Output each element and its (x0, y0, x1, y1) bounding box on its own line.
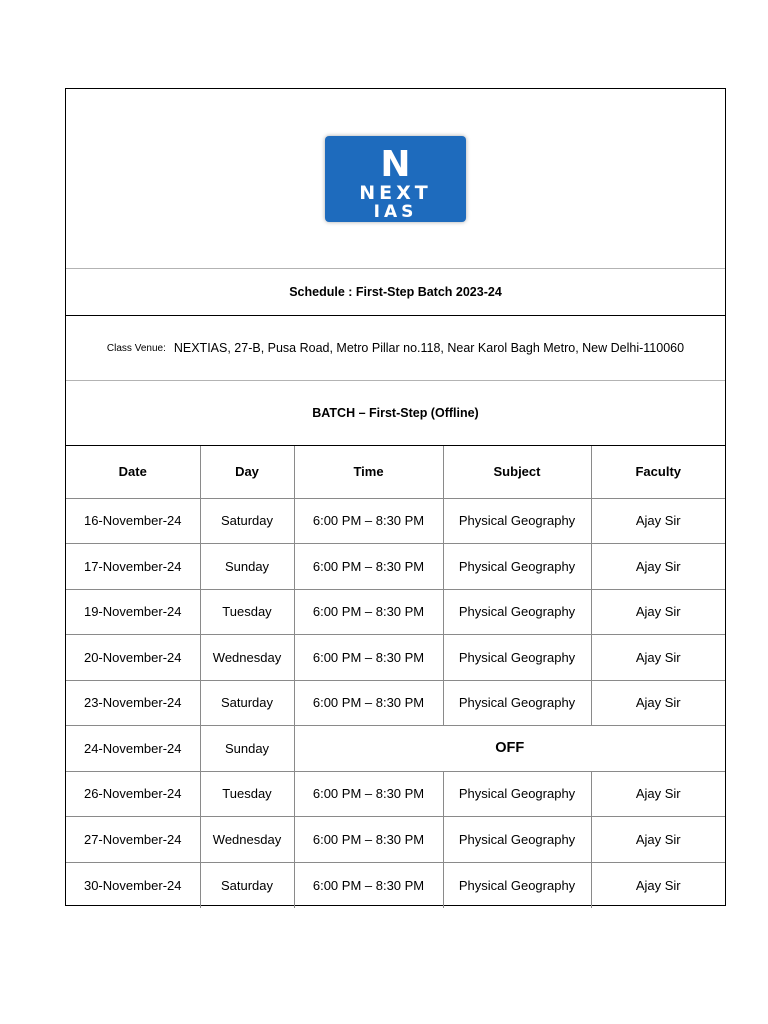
cell-day: Saturday (200, 862, 294, 908)
cell-subject: Physical Geography (443, 635, 591, 681)
cell-day: Wednesday (200, 635, 294, 681)
logo-section (66, 89, 725, 269)
cell-subject: Physical Geography (443, 589, 591, 635)
cell-subject: Physical Geography (443, 771, 591, 817)
batch-heading: BATCH – First-Step (Offline) (66, 381, 725, 446)
nextias-logo-mark (325, 136, 466, 222)
cell-faculty: Ajay Sir (591, 771, 725, 817)
cell-day: Saturday (200, 680, 294, 726)
table-row (66, 544, 725, 590)
table-row (66, 635, 725, 681)
cell-faculty: Ajay Sir (591, 862, 725, 908)
cell-subject: Physical Geography (443, 498, 591, 544)
cell-day: Sunday (200, 544, 294, 590)
schedule-table (66, 446, 725, 908)
cell-day: Tuesday (200, 771, 294, 817)
cell-faculty: Ajay Sir (591, 635, 725, 681)
table-row (66, 817, 725, 863)
cell-day: Wednesday (200, 817, 294, 863)
cell-faculty: Ajay Sir (591, 817, 725, 863)
header-date: Date (66, 446, 200, 498)
cell-faculty: Ajay Sir (591, 498, 725, 544)
schedule-document (65, 88, 726, 906)
cell-date: 17-November-24 (66, 544, 200, 590)
cell-subject: Physical Geography (443, 680, 591, 726)
cell-subject: Physical Geography (443, 862, 591, 908)
cell-date: 30-November-24 (83, 877, 182, 893)
svg-text:IAS: IAS (373, 201, 418, 222)
cell-day: Saturday (200, 498, 294, 544)
header-subject: Subject (443, 446, 591, 498)
cell-day: Tuesday (200, 589, 294, 635)
cell-time: 6:00 PM – 8:30 PM (294, 862, 443, 908)
table-row (66, 498, 725, 544)
cell-date: 19-November-24 (66, 589, 200, 635)
cell-date: 27-November-24 (66, 817, 200, 863)
nextias-logo (325, 136, 466, 222)
table-header-row (66, 446, 725, 498)
venue-address: NEXTIAS, 27-B, Pusa Road, Metro Pillar no.118, Near Karol Bagh Metro, New Delhi-110060 (173, 341, 685, 355)
cell-time: 6:00 PM – 8:30 PM (294, 680, 443, 726)
cell-faculty: Ajay Sir (591, 589, 725, 635)
table-row (66, 862, 725, 908)
header-time: Time (294, 446, 443, 498)
cell-time: 6:00 PM – 8:30 PM (294, 635, 443, 681)
cell-faculty: Ajay Sir (591, 544, 725, 590)
svg-text:N: N (380, 143, 411, 185)
header-faculty: Faculty (591, 446, 725, 498)
header-day: Day (200, 446, 294, 498)
cell-time: 6:00 PM – 8:30 PM (294, 817, 443, 863)
cell-time: 6:00 PM – 8:30 PM (294, 589, 443, 635)
cell-faculty: Ajay Sir (591, 680, 725, 726)
cell-off: OFF (294, 726, 725, 772)
table-row (66, 726, 725, 772)
cell-time: 6:00 PM – 8:30 PM (294, 771, 443, 817)
schedule-title: Schedule : First-Step Batch 2023-24 (66, 269, 725, 316)
cell-date: 26-November-24 (66, 771, 200, 817)
cell-date: 24-November-24 (66, 726, 200, 772)
cell-time: 6:00 PM – 8:30 PM (294, 498, 443, 544)
cell-subject: Physical Geography (443, 544, 591, 590)
cell-date: 23-November-24 (66, 680, 200, 726)
cell-day: Sunday (200, 726, 294, 772)
cell-time: 6:00 PM – 8:30 PM (294, 544, 443, 590)
schedule-rows (66, 498, 725, 908)
cell-date: 16-November-24 (66, 498, 200, 544)
table-row (66, 589, 725, 635)
class-venue (66, 316, 725, 381)
cell-date: 20-November-24 (66, 635, 200, 681)
cell-subject: Physical Geography (443, 817, 591, 863)
table-row (66, 680, 725, 726)
svg-text:NEXT: NEXT (359, 181, 432, 204)
table-row (66, 771, 725, 817)
venue-label: Class Venue: (106, 342, 166, 354)
